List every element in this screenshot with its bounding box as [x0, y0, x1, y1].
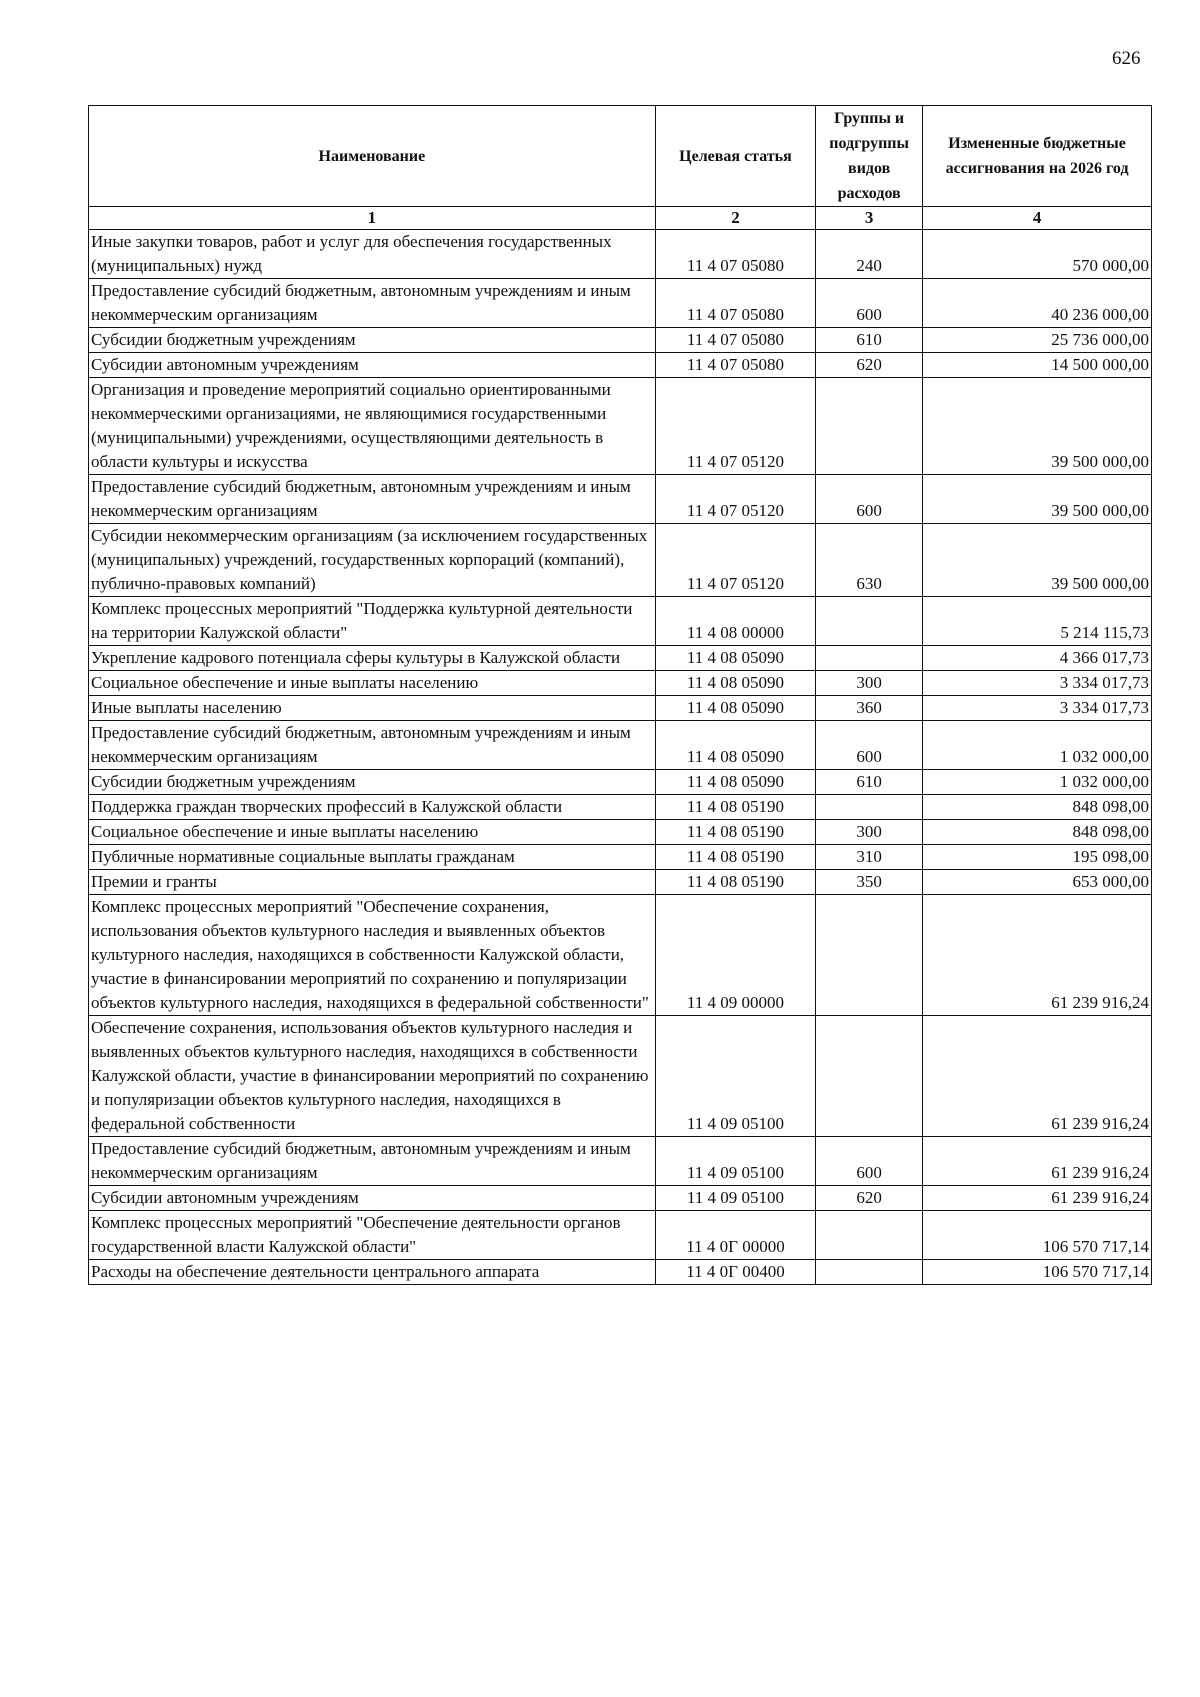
row-amount: 1 032 000,00	[923, 721, 1152, 770]
row-group	[816, 646, 923, 671]
row-amount: 61 239 916,24	[923, 895, 1152, 1016]
row-name: Публичные нормативные социальные выплаты гражданам	[89, 845, 656, 870]
row-group: 610	[816, 328, 923, 353]
row-group	[816, 597, 923, 646]
column-number: 3	[816, 207, 923, 230]
page-number: 626	[1112, 48, 1141, 69]
row-name: Субсидии бюджетным учреждениям	[89, 328, 656, 353]
header-row	[89, 106, 1152, 207]
row-group	[816, 795, 923, 820]
row-name: Комплекс процессных мероприятий "Обеспечение сохранения, использования объектов культурного наследия и выявленных объектов культурного наследия, находящихся в собственности Калужской области, участие в финансировании мероприятий по сохранению и популяризации объектов культурного наследия, находящихся в федеральной собственности"	[89, 895, 656, 1016]
row-name: Субсидии некоммерческим организациям (за исключением государственных (муниципальных) учреждений, государственных корпораций (компаний), публично-правовых компаний)	[89, 524, 656, 597]
row-amount: 4 366 017,73	[923, 646, 1152, 671]
row-target-code: 11 4 07 05120	[655, 475, 815, 524]
row-amount: 39 500 000,00	[923, 524, 1152, 597]
row-group: 620	[816, 1186, 923, 1211]
row-amount: 39 500 000,00	[923, 378, 1152, 475]
row-amount: 195 098,00	[923, 845, 1152, 870]
row-target-code: 11 4 09 05100	[655, 1137, 815, 1186]
table-row	[89, 895, 1152, 1016]
row-target-code: 11 4 07 05080	[655, 279, 815, 328]
row-target-code: 11 4 07 05080	[655, 230, 815, 279]
row-target-code: 11 4 08 05190	[655, 845, 815, 870]
table-row	[89, 1186, 1152, 1211]
row-target-code: 11 4 08 00000	[655, 597, 815, 646]
row-name: Организация и проведение мероприятий социально ориентированными некоммерческими организациями, не являющимися государственными (муниципальными) учреждениями, осуществляющими деятельность в области культуры и искусства	[89, 378, 656, 475]
row-target-code: 11 4 08 05190	[655, 870, 815, 895]
table-row	[89, 1137, 1152, 1186]
table-row	[89, 475, 1152, 524]
row-name: Предоставление субсидий бюджетным, автономным учреждениям и иным некоммерческим организациям	[89, 475, 656, 524]
row-name: Предоставление субсидий бюджетным, автономным учреждениям и иным некоммерческим организациям	[89, 1137, 656, 1186]
row-target-code: 11 4 08 05090	[655, 770, 815, 795]
row-target-code: 11 4 07 05080	[655, 328, 815, 353]
row-group	[816, 1260, 923, 1285]
row-target-code: 11 4 07 05120	[655, 524, 815, 597]
row-group: 630	[816, 524, 923, 597]
row-amount: 106 570 717,14	[923, 1260, 1152, 1285]
row-group: 300	[816, 671, 923, 696]
row-name: Укрепление кадрового потенциала сферы культуры в Калужской области	[89, 646, 656, 671]
row-name: Субсидии автономным учреждениям	[89, 1186, 656, 1211]
row-name: Предоставление субсидий бюджетным, автономным учреждениям и иным некоммерческим организациям	[89, 279, 656, 328]
row-name: Иные выплаты населению	[89, 696, 656, 721]
row-name: Субсидии бюджетным учреждениям	[89, 770, 656, 795]
table-row	[89, 721, 1152, 770]
row-amount: 61 239 916,24	[923, 1186, 1152, 1211]
row-amount: 1 032 000,00	[923, 770, 1152, 795]
row-target-code: 11 4 07 05120	[655, 378, 815, 475]
row-target-code: 11 4 09 05100	[655, 1186, 815, 1211]
row-target-code: 11 4 08 05090	[655, 646, 815, 671]
budget-table	[88, 105, 1152, 1285]
header-amount: Измененные бюджетные ассигнования на 2026 год	[923, 106, 1152, 207]
row-group	[816, 378, 923, 475]
row-amount: 61 239 916,24	[923, 1137, 1152, 1186]
table-row	[89, 696, 1152, 721]
row-target-code: 11 4 08 05190	[655, 820, 815, 845]
row-amount: 61 239 916,24	[923, 1016, 1152, 1137]
row-name: Иные закупки товаров, работ и услуг для обеспечения государственных (муниципальных) нужд	[89, 230, 656, 279]
row-group: 610	[816, 770, 923, 795]
row-group	[816, 895, 923, 1016]
header-target: Целевая статья	[655, 106, 815, 207]
row-name: Социальное обеспечение и иные выплаты населению	[89, 671, 656, 696]
row-group: 310	[816, 845, 923, 870]
table-row	[89, 353, 1152, 378]
row-amount: 40 236 000,00	[923, 279, 1152, 328]
row-target-code: 11 4 09 00000	[655, 895, 815, 1016]
header-groups: Группы и подгруппы видов расходов	[816, 106, 923, 207]
table-row	[89, 870, 1152, 895]
table-row	[89, 671, 1152, 696]
row-amount: 653 000,00	[923, 870, 1152, 895]
column-number: 1	[89, 207, 656, 230]
header-name: Наименование	[89, 106, 656, 207]
table-row	[89, 646, 1152, 671]
table-row	[89, 597, 1152, 646]
row-group: 620	[816, 353, 923, 378]
table-row	[89, 820, 1152, 845]
row-group	[816, 1211, 923, 1260]
row-name: Обеспечение сохранения, использования объектов культурного наследия и выявленных объектов культурного наследия, находящихся в собственности Калужской области, участие в финансировании мероприятий по сохранению и популяризации объектов культурного наследия, находящихся в федеральной собственности	[89, 1016, 656, 1137]
row-amount: 3 334 017,73	[923, 696, 1152, 721]
row-target-code: 11 4 08 05190	[655, 795, 815, 820]
row-group: 600	[816, 279, 923, 328]
table-row	[89, 328, 1152, 353]
row-amount: 570 000,00	[923, 230, 1152, 279]
table-row	[89, 279, 1152, 328]
row-target-code: 11 4 08 05090	[655, 721, 815, 770]
row-group: 600	[816, 721, 923, 770]
row-name: Комплекс процессных мероприятий "Обеспечение деятельности органов государственной власти Калужской области"	[89, 1211, 656, 1260]
row-target-code: 11 4 08 05090	[655, 696, 815, 721]
row-target-code: 11 4 07 05080	[655, 353, 815, 378]
row-group: 600	[816, 1137, 923, 1186]
row-amount: 106 570 717,14	[923, 1211, 1152, 1260]
row-group: 240	[816, 230, 923, 279]
row-amount: 848 098,00	[923, 795, 1152, 820]
row-amount: 5 214 115,73	[923, 597, 1152, 646]
row-target-code: 11 4 0Г 00000	[655, 1211, 815, 1260]
row-name: Социальное обеспечение и иные выплаты населению	[89, 820, 656, 845]
table-row	[89, 845, 1152, 870]
table-row	[89, 230, 1152, 279]
row-group: 600	[816, 475, 923, 524]
row-group: 360	[816, 696, 923, 721]
column-number-row	[89, 207, 1152, 230]
row-amount: 848 098,00	[923, 820, 1152, 845]
row-amount: 39 500 000,00	[923, 475, 1152, 524]
row-target-code: 11 4 09 05100	[655, 1016, 815, 1137]
column-number: 4	[923, 207, 1152, 230]
row-name: Субсидии автономным учреждениям	[89, 353, 656, 378]
row-amount: 25 736 000,00	[923, 328, 1152, 353]
column-number: 2	[655, 207, 815, 230]
row-name: Премии и гранты	[89, 870, 656, 895]
row-name: Расходы на обеспечение деятельности центрального аппарата	[89, 1260, 656, 1285]
table-row	[89, 1211, 1152, 1260]
table-row	[89, 1016, 1152, 1137]
row-group	[816, 1016, 923, 1137]
row-name: Предоставление субсидий бюджетным, автономным учреждениям и иным некоммерческим организациям	[89, 721, 656, 770]
row-name: Комплекс процессных мероприятий "Поддержка культурной деятельности на территории Калужской области"	[89, 597, 656, 646]
table-row	[89, 770, 1152, 795]
row-name: Поддержка граждан творческих профессий в Калужской области	[89, 795, 656, 820]
row-group: 350	[816, 870, 923, 895]
table-row	[89, 1260, 1152, 1285]
table-row	[89, 378, 1152, 475]
row-group: 300	[816, 820, 923, 845]
table-row	[89, 524, 1152, 597]
row-target-code: 11 4 0Г 00400	[655, 1260, 815, 1285]
row-amount: 14 500 000,00	[923, 353, 1152, 378]
row-amount: 3 334 017,73	[923, 671, 1152, 696]
table-row	[89, 795, 1152, 820]
row-target-code: 11 4 08 05090	[655, 671, 815, 696]
